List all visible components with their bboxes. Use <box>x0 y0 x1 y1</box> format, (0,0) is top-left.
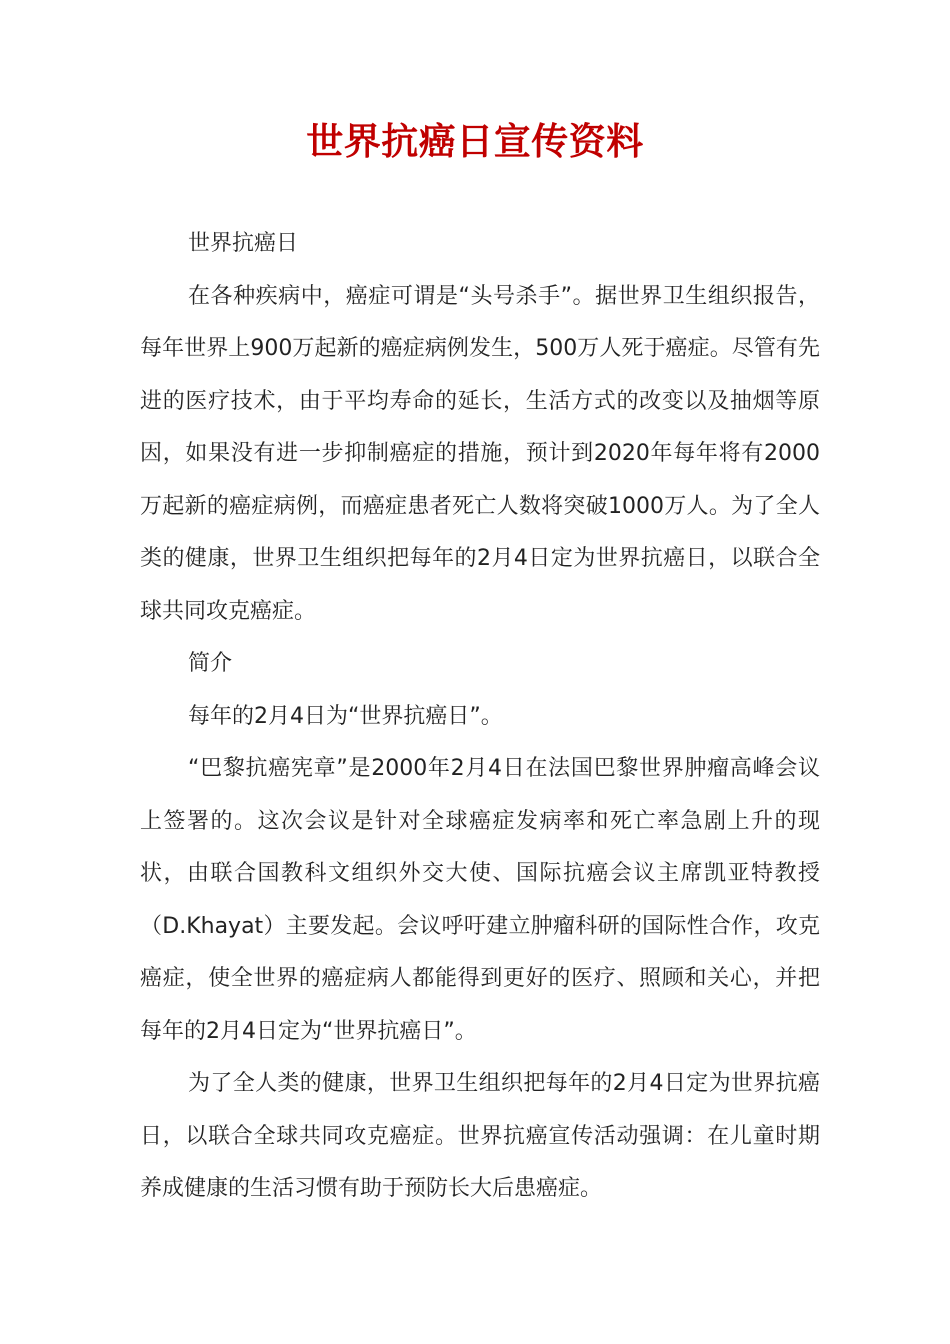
page-title: 世界抗癌日宣传资料 <box>306 120 644 163</box>
paragraph-who-campaign: 为了全人类的健康，世界卫生组织把每年的2月4日定为世界抗癌日，以联合全球共同攻克癌症。世界抗癌宣传活动强调：在儿童时期养成健康的生活习惯有助于预防长大后患癌症。 <box>140 1071 820 1201</box>
document-body <box>140 218 820 1216</box>
section-heading-world-cancer-day: 世界抗癌日 <box>188 231 299 256</box>
section-heading-introduction: 简介 <box>188 651 233 676</box>
paragraph-paris-charter: “巴黎抗癌宪章”是2000年2月4日在法国巴黎世界肿瘤高峰会议上签署的。这次会议是针对全球癌症发病率和死亡率急剧上升的现状，由联合国教科文组织外交大使、国际抗癌会议主席凯亚特教授（D.Khayat）主要发起。会议呼吁建立肿瘤科研的国际性合作，攻克癌症，使全世界的癌症病人都能得到更好的医疗、照顾和关心，并把每年的2月4日定为“世界抗癌日”。 <box>140 756 820 1044</box>
paragraph-cancer-statistics: 在各种疾病中，癌症可谓是“头号杀手”。据世界卫生组织报告，每年世界上900万起新的癌症病例发生，500万人死于癌症。尽管有先进的医疗技术，由于平均寿命的延长，生活方式的改变以及抽烟等原因，如果没有进一步抑制癌症的措施，预计到2020年每年将有2000万起新的癌症病例，而癌症患者死亡人数将突破1000万人。为了全人类的健康，世界卫生组织把每年的2月4日定为世界抗癌日，以联合全球共同攻克癌症。 <box>140 283 820 624</box>
paragraph-date: 每年的2月4日为“世界抗癌日”。 <box>188 703 503 729</box>
